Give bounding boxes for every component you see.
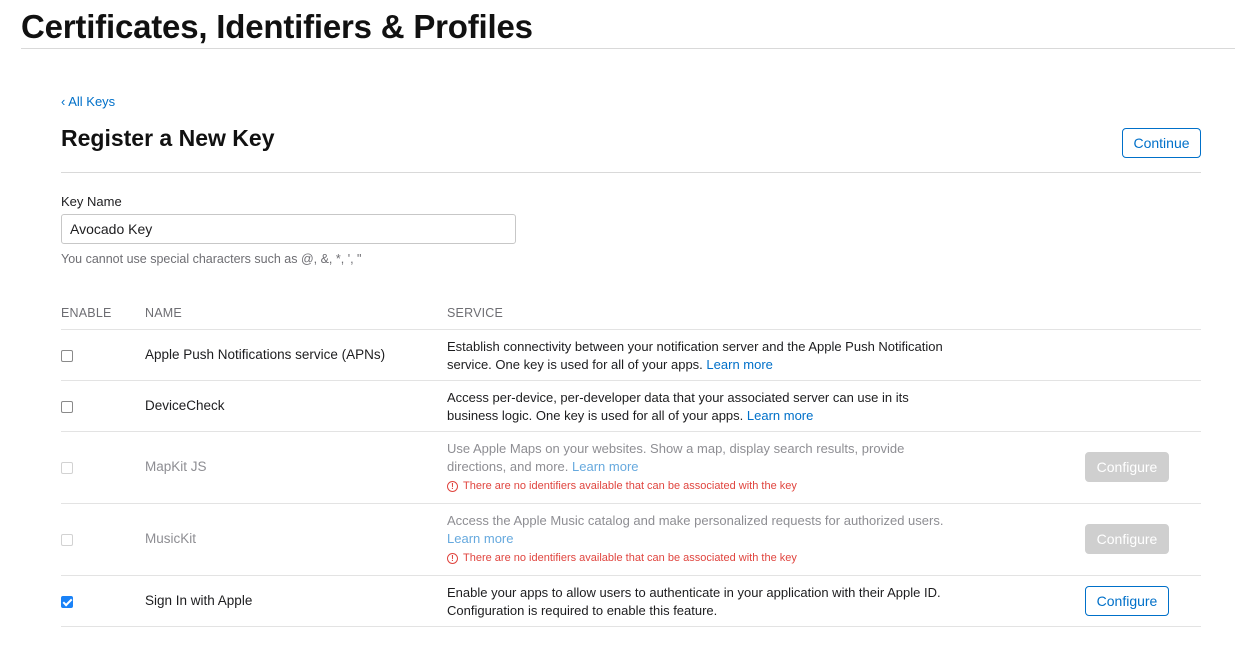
siwa-checkbox[interactable] [61,596,73,608]
page-title: Certificates, Identifiers & Profiles [21,8,533,45]
column-header-enable: ENABLE [61,306,112,320]
siwa-configure-button[interactable]: Configure [1085,586,1169,616]
devicecheck-name: DeviceCheck [145,398,225,413]
continue-button[interactable]: Continue [1122,128,1201,158]
mapkit-configure-button[interactable]: Configure [1085,452,1169,482]
apns-checkbox[interactable] [61,350,73,362]
table-divider [61,503,1201,504]
musickit-learn-more-link[interactable]: Learn more [447,531,514,546]
musickit-name: MusicKit [145,531,197,546]
warning-circle-icon: ! [447,481,458,492]
siwa-name: Sign In with Apple [145,593,253,608]
musickit-checkbox [61,534,73,546]
section-divider [61,172,1201,173]
devicecheck-learn-more-link[interactable]: Learn more [746,408,814,423]
mapkit-warning: ! There are no identifiers available that can be associated with the key [447,480,797,492]
table-divider [61,431,1201,432]
devicecheck-checkbox[interactable] [61,401,73,413]
mapkit-checkbox [61,462,73,474]
table-divider [61,380,1201,381]
musickit-configure-button[interactable]: Configure [1085,524,1169,554]
warning-circle-icon: ! [447,553,458,564]
key-name-label: Key Name [61,194,122,209]
table-divider [61,329,1201,330]
column-header-name: NAME [145,306,182,320]
apns-description: Establish connectivity between your notification server and the Apple Push Notification service. One key is used for all of your apps. Learn more [447,339,943,372]
apns-name: Apple Push Notifications service (APNs) [145,347,386,362]
siwa-description: Enable your apps to allow users to authenticate in your application with their Apple ID. Configuration is required to enable this feature. [447,585,941,618]
musickit-warning: ! There are no identifiers available that can be associated with the key [447,552,797,564]
mapkit-name: MapKit JS [145,459,207,474]
column-header-service: SERVICE [447,306,504,320]
devicecheck-description: Access per-device, per-developer data that your associated server can use in its business logic. One key is used for all of your apps. Learn more [447,390,909,423]
mapkit-description: Use Apple Maps on your websites. Show a map, display search results, provide directions, and more. Learn more [447,441,905,474]
table-divider [61,626,1201,627]
key-name-input[interactable] [61,214,516,244]
section-title: Register a New Key [61,125,275,151]
table-divider [61,575,1201,576]
musickit-description: Access the Apple Music catalog and make personalized requests for authorized users. Learn more [447,513,944,546]
all-keys-back-link[interactable]: ‹ All Keys [61,94,116,109]
mapkit-learn-more-link[interactable]: Learn more [572,459,639,474]
apns-learn-more-link[interactable]: Learn more [706,357,773,372]
title-divider [21,48,1235,49]
key-name-hint: You cannot use special characters such as @, &, *, ', " [61,252,362,266]
